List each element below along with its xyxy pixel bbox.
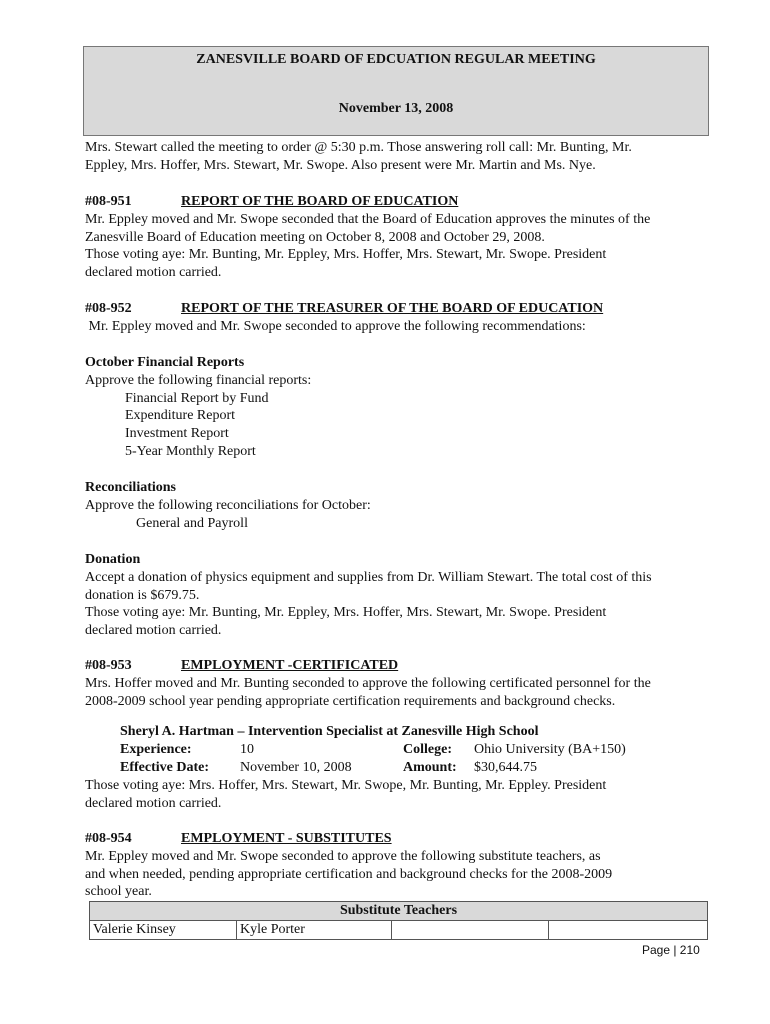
- report-item: 5-Year Monthly Report: [125, 443, 256, 459]
- paragraph-line: and when needed, pending appropriate certification and background checks for the 2008-2009: [85, 866, 613, 882]
- table-cell: Kyle Porter: [237, 921, 392, 940]
- section-heading: [85, 830, 705, 848]
- paragraph-line: Those voting aye: Mr. Bunting, Mr. Eppley, Mrs. Hoffer, Mrs. Stewart, Mr. Swope. President: [85, 247, 607, 263]
- section-08-952: [85, 300, 705, 336]
- amount-label: Amount:: [403, 760, 457, 775]
- paragraph-line: Those voting aye: Mrs. Hoffer, Mrs. Stewart, Mr. Swope, Mr. Bunting, Mr. Eppley. President: [85, 778, 607, 793]
- meeting-header-box: [83, 46, 709, 136]
- subheading: Reconciliations: [85, 480, 176, 495]
- paragraph-line: Mr. Eppley moved and Mr. Swope seconded to approve the following substitute teachers, as: [85, 848, 601, 864]
- table-cell: [392, 921, 549, 940]
- amount-value: $30,644.75: [474, 760, 537, 775]
- paragraph-line: Accept a donation of physics equipment and supplies from Dr. William Stewart. The total cost of this: [85, 569, 652, 585]
- paragraph-line: Mrs. Hoffer moved and Mr. Bunting seconded to approve the following certificated personnel for the: [85, 675, 651, 691]
- paragraph-line: Zanesville Board of Education meeting on October 8, 2008 and October 29, 2008.: [85, 229, 545, 245]
- section-08-953-vote: [85, 777, 705, 813]
- college-value: Ohio University (BA+150): [474, 742, 626, 757]
- section-number: #08-951: [85, 194, 132, 209]
- section-heading: [85, 300, 705, 318]
- paragraph-line: school year.: [85, 884, 152, 900]
- page-number: Page | 210: [642, 943, 700, 957]
- paragraph-line: 2008-2009 school year pending appropriate certification requirements and background checks.: [85, 693, 616, 709]
- section-heading: [85, 193, 705, 211]
- section-08-953: [85, 657, 705, 710]
- section-08-954: [85, 830, 705, 901]
- paragraph-line: Mr. Eppley moved and Mr. Swope seconded that the Board of Education approves the minutes of the: [85, 211, 651, 227]
- paragraph-line: declared motion carried.: [85, 795, 222, 811]
- section-number: #08-953: [85, 658, 132, 673]
- effective-date-label: Effective Date:: [120, 760, 210, 775]
- paragraph-line: donation is $679.75.: [85, 587, 200, 603]
- table-header: Substitute Teachers: [90, 902, 708, 921]
- employee-row-effective: [120, 759, 680, 777]
- report-item: Expenditure Report: [125, 408, 236, 424]
- table-row: [90, 921, 708, 940]
- section-title: REPORT OF THE TREASURER OF THE BOARD OF EDUCATION: [181, 301, 604, 316]
- employee-name-line: Sheryl A. Hartman – Intervention Specialist at Zanesville High School: [120, 724, 539, 739]
- financial-reports: [85, 354, 705, 461]
- college-label: College:: [403, 742, 452, 757]
- paragraph-line: Approve the following reconciliations for October:: [85, 497, 371, 513]
- reconciliation-item: General and Payroll: [136, 515, 248, 531]
- paragraph-line: Mr. Eppley moved and Mr. Swope seconded to approve the following recommendations:: [85, 318, 586, 334]
- section-heading: [85, 657, 705, 675]
- section-title: REPORT OF THE BOARD OF EDUCATION: [181, 194, 459, 209]
- subheading: October Financial Reports: [85, 355, 245, 370]
- employee-record: [120, 723, 680, 777]
- table-header-row: [90, 902, 708, 921]
- section-title: EMPLOYMENT -CERTIFICATED: [181, 658, 399, 673]
- report-item: Investment Report: [125, 426, 229, 442]
- section-number: #08-952: [85, 301, 132, 316]
- subheading: Donation: [85, 552, 141, 567]
- substitute-teachers-table: [89, 901, 708, 940]
- employee-row-experience: [120, 741, 680, 759]
- section-08-951: [85, 193, 705, 282]
- paragraph-line: Approve the following financial reports:: [85, 372, 312, 388]
- intro-line: Mrs. Stewart called the meeting to order @ 5:30 p.m. Those answering roll call: Mr. Bunting, Mr.: [85, 140, 632, 155]
- effective-date-value: November 10, 2008: [240, 760, 352, 775]
- paragraph-line: Those voting aye: Mr. Bunting, Mr. Eppley, Mrs. Hoffer, Mrs. Stewart, Mr. Swope. President: [85, 605, 607, 621]
- table-cell: [549, 921, 708, 940]
- report-item: Financial Report by Fund: [125, 390, 269, 406]
- experience-value: 10: [240, 742, 254, 757]
- reconciliations: [85, 479, 705, 532]
- paragraph-line: declared motion carried.: [85, 265, 222, 281]
- intro-paragraph: [85, 139, 705, 175]
- donation: [85, 551, 705, 640]
- section-number: #08-954: [85, 831, 132, 846]
- meeting-title: ZANESVILLE BOARD OF EDCUATION REGULAR MEETING: [196, 52, 596, 67]
- table-cell: Valerie Kinsey: [90, 921, 237, 940]
- intro-line: Eppley, Mrs. Hoffer, Mrs. Stewart, Mr. Swope. Also present were Mr. Martin and Ms. Nye.: [85, 157, 596, 173]
- experience-label: Experience:: [120, 742, 192, 757]
- section-title: EMPLOYMENT - SUBSTITUTES: [181, 831, 392, 846]
- paragraph-line: declared motion carried.: [85, 623, 222, 639]
- meeting-date: November 13, 2008: [338, 101, 454, 116]
